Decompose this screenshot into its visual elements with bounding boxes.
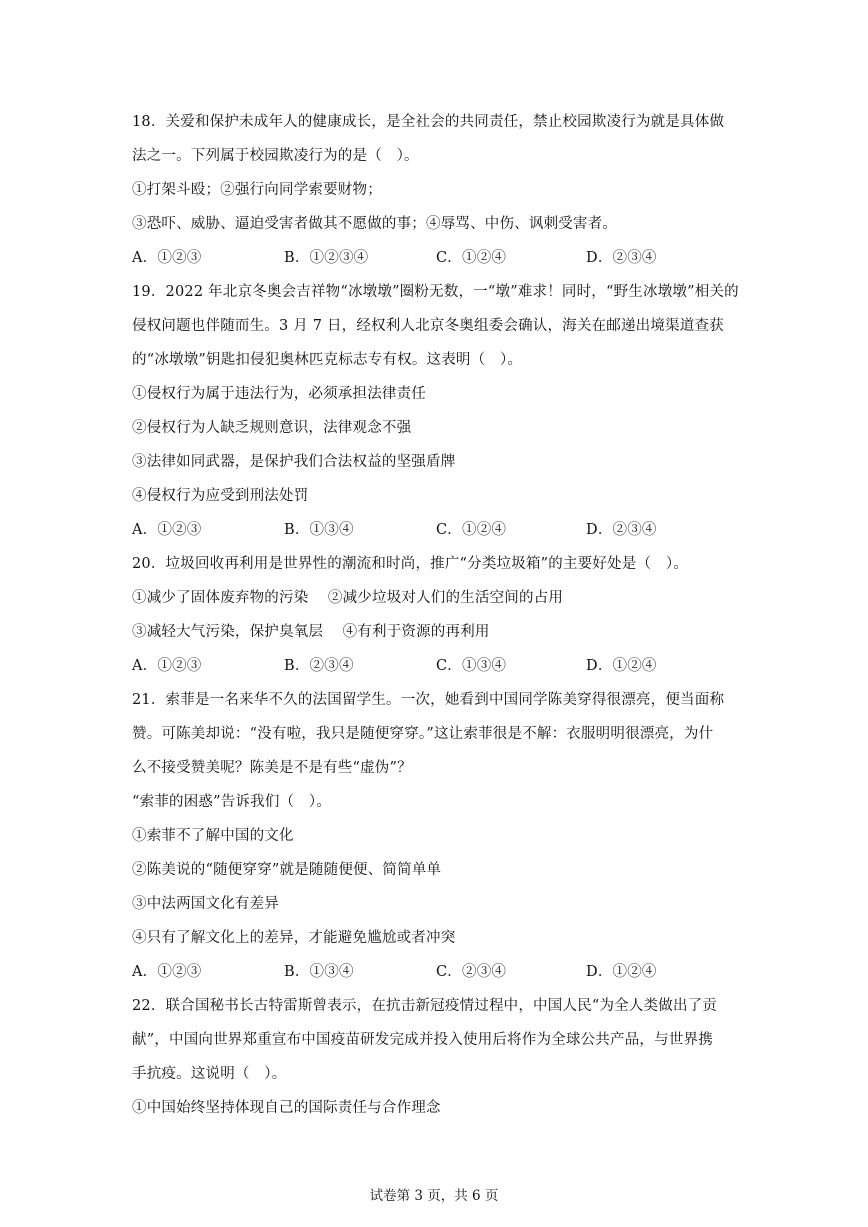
statement-line: ①索菲不了解中国的文化 bbox=[132, 828, 294, 844]
answer-options bbox=[132, 520, 732, 554]
option-c: C．①③④ bbox=[436, 658, 507, 674]
question-text-line: 18．关爱和保护未成年人的健康成长，是全社会的共同责任，禁止校园欺凌行为就是具体做 bbox=[132, 114, 725, 130]
option-b: B．①②③④ bbox=[284, 250, 369, 266]
option-a: A．①②③ bbox=[132, 658, 202, 674]
statement-line: ③中法两国文化有差异 bbox=[132, 896, 279, 912]
option-a: A．①②③ bbox=[132, 522, 202, 538]
option-c: C．①②④ bbox=[436, 522, 507, 538]
option-d: D．①②④ bbox=[586, 964, 657, 980]
option-a: A．①②③ bbox=[132, 250, 202, 266]
question-22 bbox=[132, 996, 732, 1132]
question-text-line: 么不接受赞美呢？陈美是不是有些“虚伪”？ bbox=[132, 760, 412, 776]
question-text-line: 21．索菲是一名来华不久的法国留学生。一次，她看到中国同学陈美穿得很漂亮，便当面称 bbox=[132, 692, 725, 708]
question-text-line: 法之一。下列属于校园欺凌行为的是（ ）。 bbox=[132, 148, 419, 164]
statement-line: ②侵权行为人缺乏规则意识，法律观念不强 bbox=[132, 420, 412, 436]
statement-line: ①侵权行为属于违法行为，必须承担法律责任 bbox=[132, 386, 426, 402]
question-text-line: 的“冰墩墩”钥匙扣侵犯奥林匹克标志专有权。这表明（ ）。 bbox=[132, 352, 523, 368]
statement-line: ①减少了固体废弃物的污染 ②减少垃圾对人们的生活空间的占用 bbox=[132, 590, 564, 606]
statement-line: ①中国始终坚持体现自己的国际责任与合作理念 bbox=[132, 1100, 441, 1116]
question-text-line: 20．垃圾回收再利用是世界性的潮流和时尚，推广“分类垃圾箱”的主要好处是（ ）。 bbox=[132, 556, 689, 572]
option-c: C．①②④ bbox=[436, 250, 507, 266]
answer-options bbox=[132, 656, 732, 690]
statement-line: ③法律如同武器，是保护我们合法权益的坚强盾牌 bbox=[132, 454, 456, 470]
option-d: D．①②④ bbox=[586, 658, 657, 674]
question-20 bbox=[132, 554, 732, 690]
question-21 bbox=[132, 690, 732, 996]
question-19 bbox=[132, 282, 739, 554]
question-text-line: 献”，中国向世界郑重宣布中国疫苗研发完成并投入使用后将作为全球公共产品，与世界携 bbox=[132, 1032, 713, 1048]
option-b: B．②③④ bbox=[284, 658, 354, 674]
question-text-line: 19．2022 年北京冬奥会吉祥物“冰墩墩”圈粉无数，一“墩”难求！同时，“野生冰墩墩”相关的 bbox=[132, 284, 739, 300]
statement-line: ④只有了解文化上的差异，才能避免尴尬或者冲突 bbox=[132, 930, 456, 946]
option-c: C．②③④ bbox=[436, 964, 507, 980]
option-d: D．②③④ bbox=[586, 522, 657, 538]
page-footer: 试卷第 3 页，共 6 页 bbox=[369, 1188, 499, 1204]
option-d: D．②③④ bbox=[586, 250, 657, 266]
question-18 bbox=[132, 112, 732, 282]
option-a: A．①②③ bbox=[132, 964, 202, 980]
answer-options bbox=[132, 962, 732, 996]
question-text-line: 手抗疫。这说明（ ）。 bbox=[132, 1066, 287, 1082]
option-b: B．①③④ bbox=[284, 522, 354, 538]
question-list bbox=[132, 112, 739, 1132]
question-text-line: 侵权问题也伴随而生。3 月 7 日，经权利人北京冬奥组委会确认，海关在邮递出境渠道查获 bbox=[132, 318, 724, 334]
statement-line: ④侵权行为应受到刑法处罚 bbox=[132, 488, 309, 504]
statement-line: ①打架斗殴；②强行向同学索要财物； bbox=[132, 182, 382, 198]
option-b: B．①③④ bbox=[284, 964, 354, 980]
question-text-line: 22．联合国秘书长古特雷斯曾表示，在抗击新冠疫情过程中，中国人民“为全人类做出了贡 bbox=[132, 998, 718, 1014]
question-text-line: 赞。可陈美却说：“没有啦，我只是随便穿穿。”这让索菲很是不解：衣服明明很漂亮，为什 bbox=[132, 726, 714, 742]
statement-line: ③恐吓、威胁、逼迫受害者做其不愿做的事；④辱骂、中伤、讽刺受害者。 bbox=[132, 216, 618, 232]
statement-line: ②陈美说的“随便穿穿”就是随随便便、简简单单 bbox=[132, 862, 442, 878]
statement-line: ③减轻大气污染，保护臭氧层 ④有利于资源的再利用 bbox=[132, 624, 490, 640]
question-text-line: “索菲的困惑”告诉我们（ ）。 bbox=[132, 794, 332, 810]
answer-options bbox=[132, 248, 732, 282]
